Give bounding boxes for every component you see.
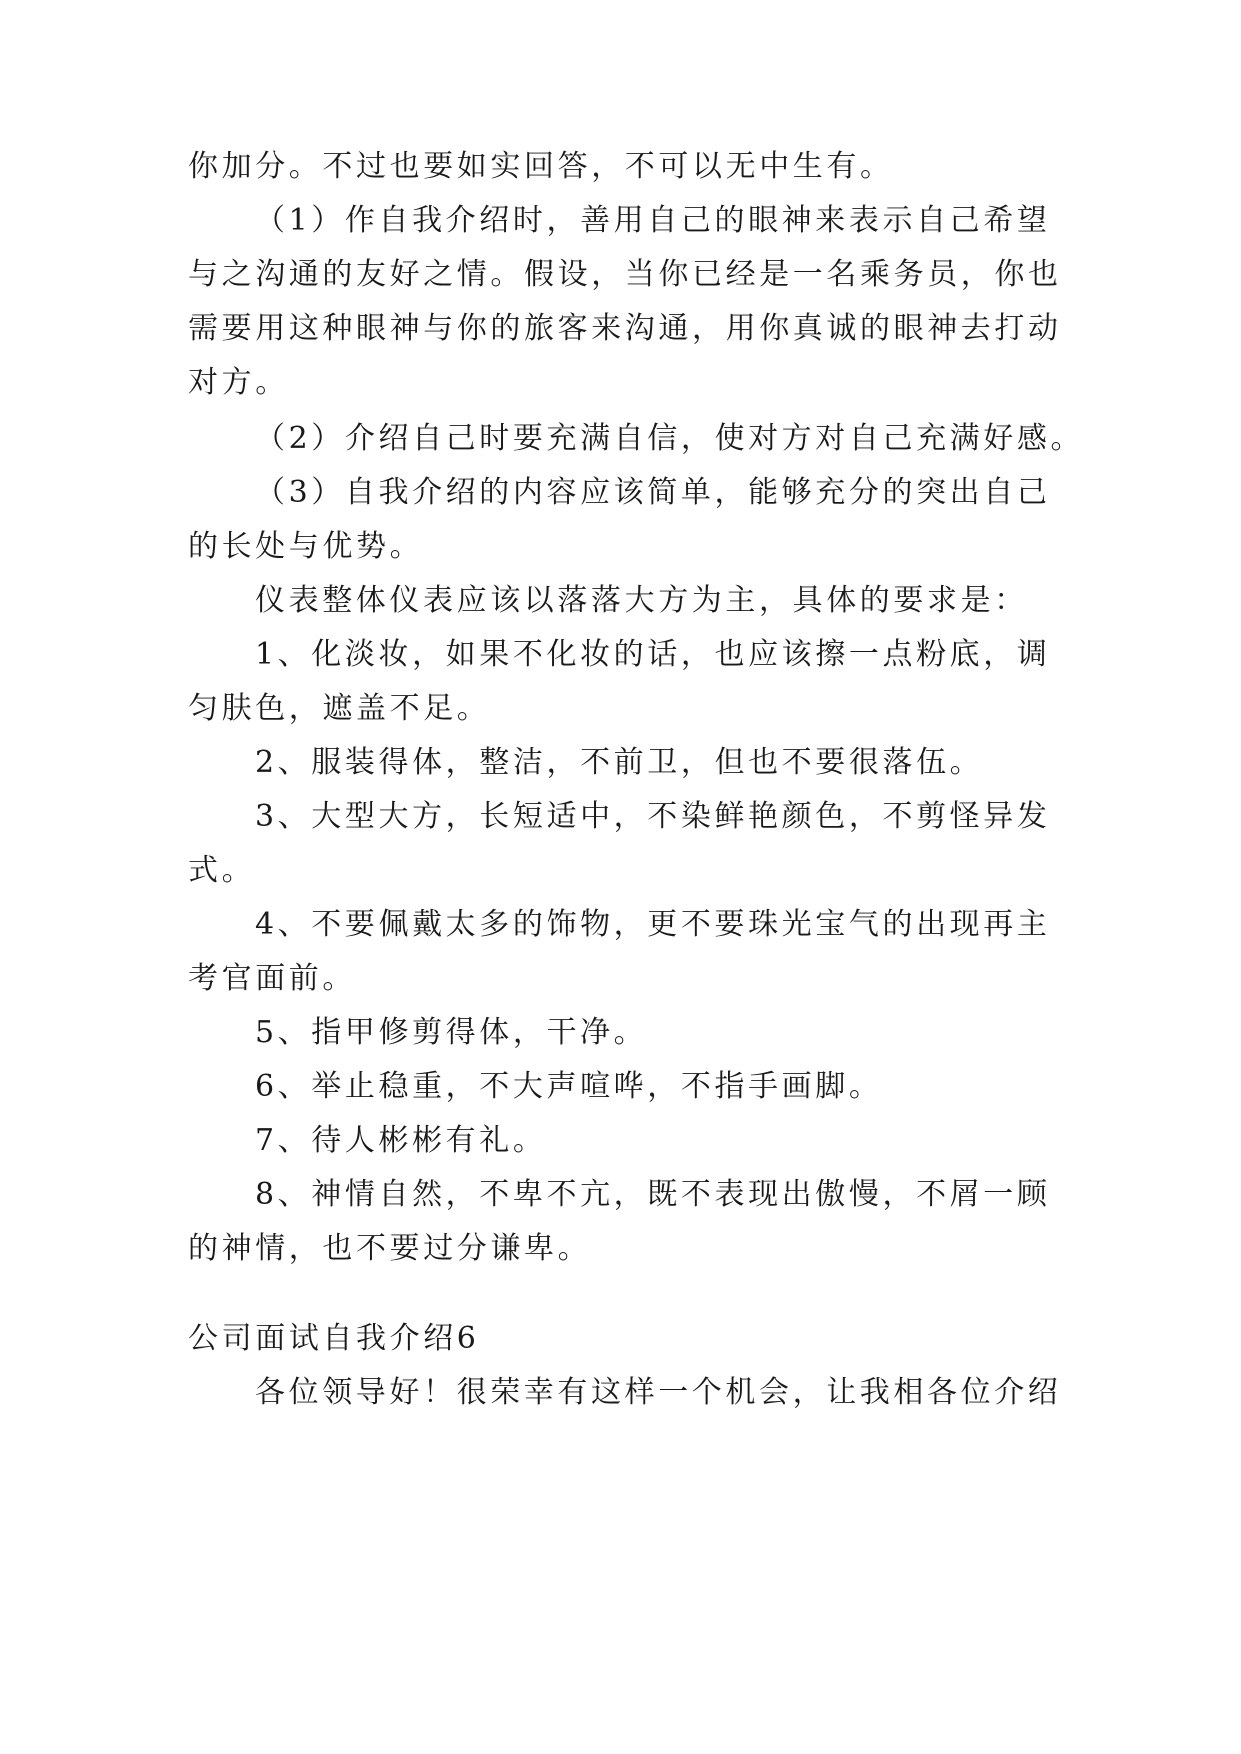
paragraph-line: 各位领导好！很荣幸有这样一个机会，让我相各位介绍 <box>255 1375 1062 1410</box>
paragraph-line: 6、举止稳重，不大声喧哗，不指手画脚。 <box>255 1069 883 1104</box>
paragraph-line: 匀肤色，遮盖不足。 <box>188 691 491 726</box>
paragraph-line: 你加分。不过也要如实回答，不可以无中生有。 <box>188 149 894 184</box>
paragraph-line: 3、大型大方，长短适中，不染鲜艳颜色，不剪怪异发 <box>255 799 1051 834</box>
paragraph-line: 对方。 <box>188 365 289 400</box>
paragraph-line: 考官面前。 <box>188 961 356 996</box>
paragraph-line: 8、神情自然，不卑不亢，既不表现出傲慢，不屑一顾 <box>255 1177 1051 1212</box>
section-heading: 公司面试自我介绍6 <box>188 1321 480 1356</box>
paragraph-line: 需要用这种眼神与你的旅客来沟通，用你真诚的眼神去打动 <box>188 311 1062 346</box>
paragraph-line: 的长处与优势。 <box>188 529 424 564</box>
paragraph-line: 的神情，也不要过分谦卑。 <box>188 1231 592 1266</box>
paragraph-line: （1）作自我介绍时，善用自己的眼神来表示自己希望 <box>255 203 1051 238</box>
paragraph-line: 与之沟通的友好之情。假设，当你已经是一名乘务员，你也 <box>188 257 1062 292</box>
paragraph-line: 仪表整体仪表应该以落落大方为主，具体的要求是： <box>255 583 1028 618</box>
paragraph-line: 7、待人彬彬有礼。 <box>255 1123 547 1158</box>
paragraph-line: 1、化淡妆，如果不化妆的话，也应该擦一点粉底，调 <box>255 637 1051 672</box>
paragraph-line: 5、指甲修剪得体，干净。 <box>255 1015 648 1050</box>
paragraph-line: 式。 <box>188 853 256 888</box>
paragraph-line: 4、不要佩戴太多的饰物，更不要珠光宝气的出现再主 <box>255 907 1051 942</box>
paragraph-line: 2、服装得体，整洁，不前卫，但也不要很落伍。 <box>255 745 984 780</box>
paragraph-line: （2）介绍自己时要充满自信，使对方对自己充满好感。 <box>255 421 1085 456</box>
paragraph-line: （3）自我介绍的内容应该简单，能够充分的突出自己 <box>255 475 1051 510</box>
